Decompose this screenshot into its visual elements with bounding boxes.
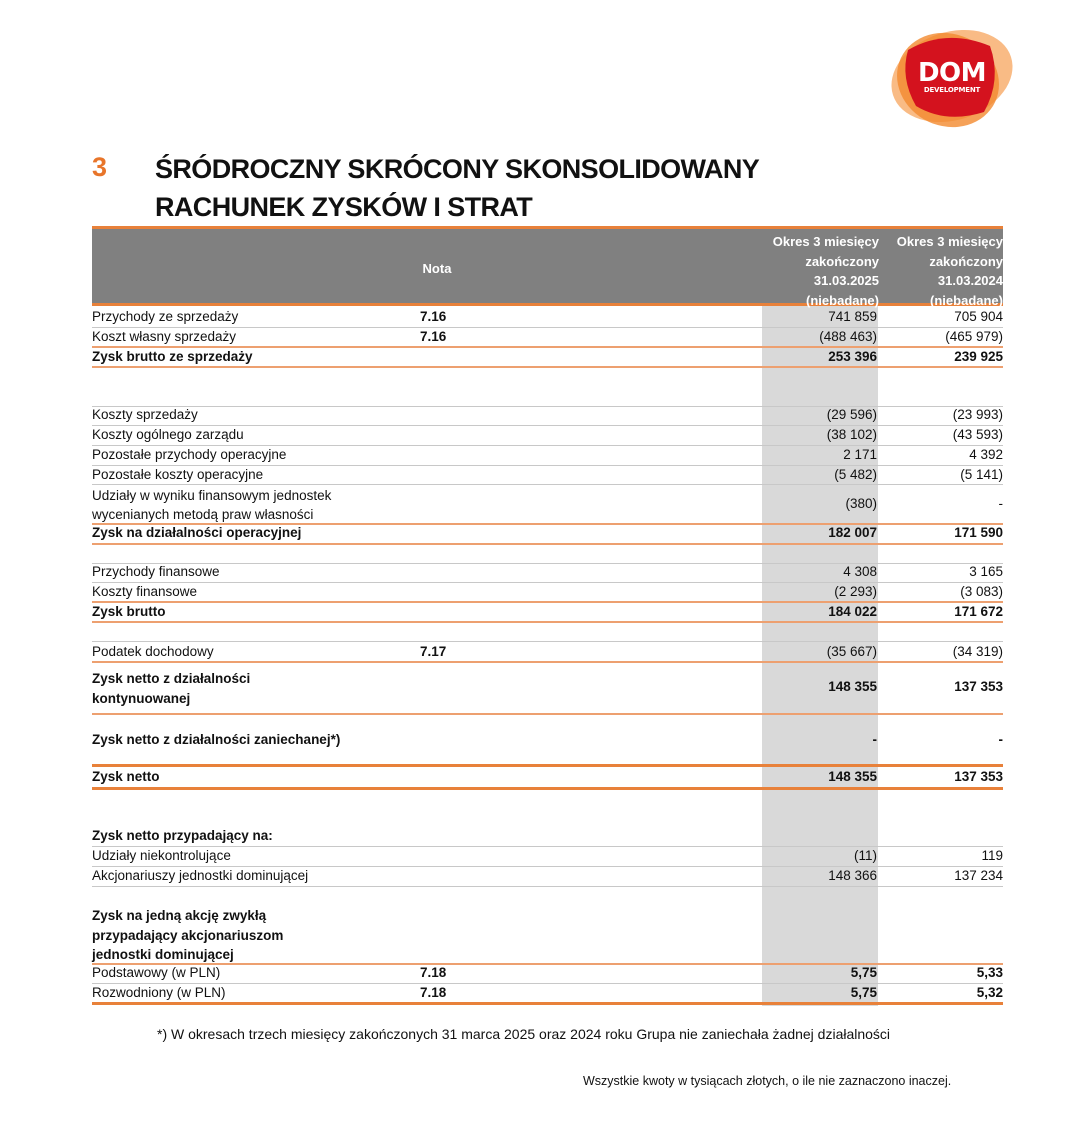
row-value-2025: (35 667) [826, 644, 877, 659]
header-period-2025 [752, 232, 879, 310]
header-text: (niebadane) [930, 292, 1003, 308]
row-value-2024: 5,33 [976, 965, 1003, 980]
row-label-line: jednostki dominującej [92, 947, 234, 962]
row-value-2025: (2 293) [834, 584, 877, 599]
logo-subtext: DEVELOPMENT [923, 86, 981, 94]
row-value-2025: (38 102) [826, 427, 877, 442]
row-divider [92, 543, 1003, 545]
section-number: 3 [92, 152, 108, 182]
row-divider [92, 846, 1003, 847]
row-divider [92, 764, 1003, 767]
row-nota: 7.17 [420, 644, 447, 659]
header-text: zakończony [805, 253, 879, 269]
row-value-2025: 184 022 [828, 604, 877, 619]
table-row [92, 669, 1003, 709]
row-value-2025: (29 596) [826, 407, 877, 422]
row-label [92, 486, 331, 524]
row-label: Akcjonariuszy jednostki dominującej [92, 868, 309, 883]
header-nota: Nota [422, 261, 452, 276]
row-value-2024: 239 925 [954, 349, 1003, 364]
header-text: Okres 3 miesięcy [772, 234, 879, 249]
row-label: Udziały niekontrolujące [92, 848, 231, 863]
header-text: zakończony [929, 253, 1003, 269]
row-divider [92, 582, 1003, 583]
row-label: Rozwodniony (w PLN) [92, 985, 226, 1000]
row-divider [92, 661, 1003, 663]
row-divider [92, 327, 1003, 328]
row-divider [92, 866, 1003, 867]
row-value-2024: 171 590 [954, 525, 1003, 540]
row-value-2024: (3 083) [960, 584, 1003, 599]
row-label-line: Zysk na jedną akcję zwykłą [92, 908, 267, 923]
row-value-2024: - [998, 496, 1003, 511]
row-nota: 7.16 [420, 329, 447, 344]
row-value-2025: 148 355 [828, 769, 877, 784]
row-label: Koszty finansowe [92, 584, 198, 599]
row-divider [92, 621, 1003, 623]
row-label-line: Udziały w wyniku finansowym jednostek [92, 488, 332, 503]
row-divider [92, 983, 1003, 984]
row-value-2024: (34 319) [952, 644, 1003, 659]
section-title-line1: ŚRÓDROCZNY SKRÓCONY SKONSOLIDOWANY [155, 154, 760, 184]
row-label-line: kontynuowanej [92, 691, 191, 706]
header-text: (niebadane) [806, 292, 879, 308]
row-value-2025: - [872, 732, 877, 747]
row-label: Koszt własny sprzedaży [92, 329, 237, 344]
row-label: Koszty ogólnego zarządu [92, 427, 244, 442]
table-header [92, 226, 1003, 306]
row-divider [92, 366, 1003, 368]
section-title-line2: RACHUNEK ZYSKÓW I STRAT [155, 192, 533, 222]
row-value-2024: (5 141) [960, 467, 1003, 482]
row-value-2024: 137 234 [954, 868, 1003, 883]
row-value-2024: 119 [981, 848, 1003, 863]
row-value-2024: (465 979) [945, 329, 1003, 344]
row-nota: 7.16 [420, 309, 447, 324]
row-label: Pozostałe koszty operacyjne [92, 467, 264, 482]
row-value-2025: (380) [845, 496, 877, 511]
row-divider [92, 346, 1003, 348]
row-label: Przychody finansowe [92, 564, 220, 579]
row-value-2025: 5,75 [850, 965, 877, 980]
row-label: Pozostałe przychody operacyjne [92, 447, 287, 462]
row-value-2024: 137 353 [954, 769, 1003, 784]
row-label [92, 906, 283, 965]
row-label: Podatek dochodowy [92, 644, 214, 659]
header-text: 31.03.2025 [813, 273, 879, 288]
row-value-2024: (23 993) [952, 407, 1003, 422]
row-value-2024: 4 392 [969, 447, 1003, 462]
table-row [92, 486, 1003, 524]
row-value-2025: 148 355 [828, 679, 877, 694]
logo-text: DOM [917, 58, 987, 88]
row-value-2025: 253 396 [828, 349, 877, 364]
row-nota: 7.18 [420, 985, 447, 1000]
row-divider [92, 425, 1003, 426]
row-label: Zysk netto [92, 769, 160, 784]
row-value-2024: 3 165 [969, 564, 1003, 579]
row-divider [92, 713, 1003, 715]
row-value-2024: 5,32 [976, 985, 1003, 1000]
row-divider [92, 787, 1003, 790]
header-period-2024 [879, 232, 1003, 310]
row-divider [92, 484, 1003, 485]
row-divider [92, 601, 1003, 603]
row-value-2025: (488 463) [819, 329, 877, 344]
row-nota: 7.18 [420, 965, 447, 980]
row-value-2024: 137 353 [954, 679, 1003, 694]
row-value-2025: 5,75 [850, 985, 877, 1000]
row-value-2025: (11) [853, 848, 877, 863]
table-row [92, 906, 1003, 964]
row-label: Zysk brutto ze sprzedaży [92, 349, 253, 364]
row-value-2024: 705 904 [954, 309, 1003, 324]
row-divider [92, 886, 1003, 887]
row-label: Zysk na działalności operacyjnej [92, 525, 302, 540]
row-value-2025: 148 366 [828, 868, 877, 883]
section-title [155, 150, 759, 226]
row-value-2025: (5 482) [834, 467, 877, 482]
row-value-2025: 2 171 [843, 447, 877, 462]
row-divider [92, 445, 1003, 446]
row-label: Koszty sprzedaży [92, 407, 198, 422]
row-label: Przychody ze sprzedaży [92, 309, 239, 324]
footnote: *) W okresach trzech miesięcy zakończonych 31 marca 2025 oraz 2024 roku Grupa nie zaniechała żadnej działalności [157, 1026, 891, 1042]
header-text: Okres 3 miesięcy [896, 234, 1003, 249]
row-value-2025: 4 308 [843, 564, 877, 579]
row-label-line: Zysk netto z działalności [92, 671, 251, 686]
row-divider [92, 1002, 1003, 1005]
row-label: Zysk brutto [92, 604, 166, 619]
row-label: Zysk netto z działalności zaniechanej*) [92, 732, 341, 747]
row-divider [92, 465, 1003, 466]
row-value-2025: 182 007 [828, 525, 877, 540]
row-value-2025: 741 859 [828, 309, 877, 324]
row-label [92, 669, 250, 709]
row-value-2024: (43 593) [952, 427, 1003, 442]
amounts-note: Wszystkie kwoty w tysiącach złotych, o ile nie zaznaczono inaczej. [583, 1074, 952, 1088]
row-label-line: wycenianych metodą praw własności [92, 507, 314, 522]
row-label: Podstawowy (w PLN) [92, 965, 221, 980]
row-label-line: przypadający akcjonariuszom [92, 927, 284, 943]
row-divider [92, 641, 1003, 642]
dom-development-logo [886, 20, 1016, 132]
row-value-2024: 171 672 [954, 604, 1003, 619]
row-label: Zysk netto przypadający na: [92, 828, 273, 843]
header-text: 31.03.2024 [937, 273, 1003, 288]
row-value-2024: - [998, 732, 1003, 747]
